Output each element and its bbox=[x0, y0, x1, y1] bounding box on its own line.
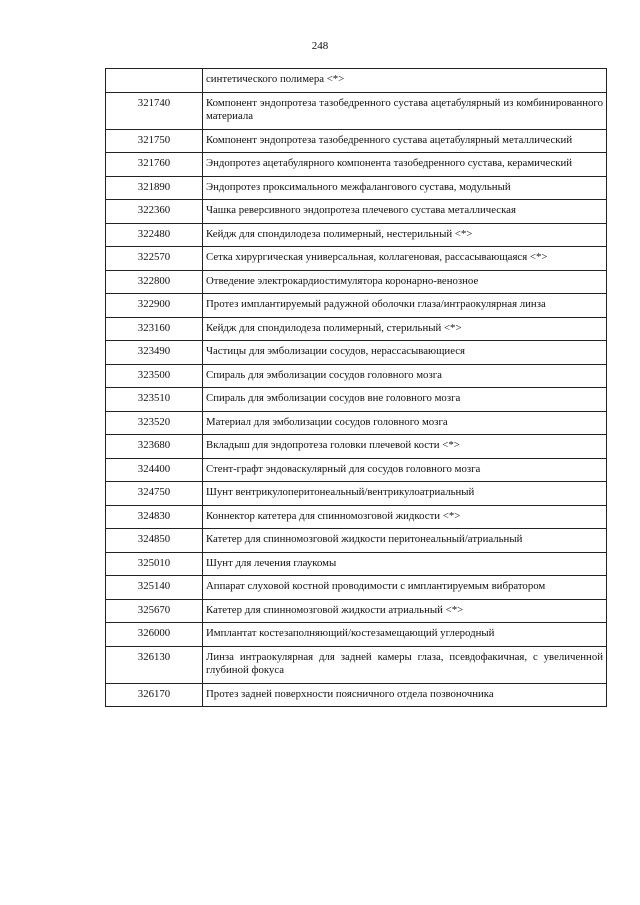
table-row bbox=[106, 683, 607, 707]
device-description-cell: Чашка реверсивного эндопротеза плечевого сустава металлическая bbox=[203, 200, 607, 224]
table-row bbox=[106, 482, 607, 506]
device-code-cell: 321740 bbox=[106, 92, 203, 129]
device-description-cell: Кейдж для спондилодеза полимерный, нестерильный <*> bbox=[203, 223, 607, 247]
table-row bbox=[106, 129, 607, 153]
device-code-cell: 324400 bbox=[106, 458, 203, 482]
device-code-cell: 325010 bbox=[106, 552, 203, 576]
device-code-cell: 326170 bbox=[106, 683, 203, 707]
device-code-cell: 321760 bbox=[106, 153, 203, 177]
device-description-cell: Шунт вентрикулоперитонеальный/вентрикулоатриальный bbox=[203, 482, 607, 506]
device-code-cell: 323680 bbox=[106, 435, 203, 459]
table-row bbox=[106, 529, 607, 553]
device-description-cell: Компонент эндопротеза тазобедренного сустава ацетабулярный из комбинированного материала bbox=[203, 92, 607, 129]
device-code-cell: 322800 bbox=[106, 270, 203, 294]
device-description-cell: Отведение электрокардиостимулятора коронарно-венозное bbox=[203, 270, 607, 294]
device-description-cell: Вкладыш для эндопротеза головки плечевой кости <*> bbox=[203, 435, 607, 459]
device-description-cell: Стент-графт эндоваскулярный для сосудов головного мозга bbox=[203, 458, 607, 482]
table-row bbox=[106, 270, 607, 294]
table-row bbox=[106, 458, 607, 482]
device-description-cell: Аппарат слуховой костной проводимости с имплантируемым вибратором bbox=[203, 576, 607, 600]
device-code-cell: 325670 bbox=[106, 599, 203, 623]
device-description-cell: Спираль для эмболизации сосудов вне головного мозга bbox=[203, 388, 607, 412]
device-description-cell: Сетка хирургическая универсальная, коллагеновая, рассасывающаяся <*> bbox=[203, 247, 607, 271]
device-code-cell: 326130 bbox=[106, 646, 203, 683]
device-code-cell: 323520 bbox=[106, 411, 203, 435]
device-code-cell: 322900 bbox=[106, 294, 203, 318]
table-row bbox=[106, 576, 607, 600]
table-row bbox=[106, 223, 607, 247]
device-description-cell: Частицы для эмболизации сосудов, нерассасывающиеся bbox=[203, 341, 607, 365]
table-body bbox=[106, 69, 607, 707]
device-description-cell: Кейдж для спондилодеза полимерный, стерильный <*> bbox=[203, 317, 607, 341]
device-description-cell: Линза интраокулярная для задней камеры глаза, псевдофакичная, с увеличенной глубиной фокуса bbox=[203, 646, 607, 683]
device-code-cell bbox=[106, 69, 203, 93]
table-row bbox=[106, 364, 607, 388]
device-description-cell: Катетер для спинномозговой жидкости атриальный <*> bbox=[203, 599, 607, 623]
device-code-cell: 325140 bbox=[106, 576, 203, 600]
table-row bbox=[106, 623, 607, 647]
table-row bbox=[106, 317, 607, 341]
device-code-cell: 324850 bbox=[106, 529, 203, 553]
device-code-cell: 323490 bbox=[106, 341, 203, 365]
table-row bbox=[106, 646, 607, 683]
table-row bbox=[106, 388, 607, 412]
device-code-cell: 323510 bbox=[106, 388, 203, 412]
device-description-cell: Протез задней поверхности поясничного отдела позвоночника bbox=[203, 683, 607, 707]
table-row bbox=[106, 341, 607, 365]
device-description-cell: Коннектор катетера для спинномозговой жидкости <*> bbox=[203, 505, 607, 529]
table-row bbox=[106, 294, 607, 318]
table-row bbox=[106, 552, 607, 576]
device-code-table bbox=[105, 68, 607, 707]
device-code-cell: 324830 bbox=[106, 505, 203, 529]
device-description-cell: Компонент эндопротеза тазобедренного сустава ацетабулярный металлический bbox=[203, 129, 607, 153]
table-row bbox=[106, 153, 607, 177]
device-description-cell: Эндопротез проксимального межфалангового сустава, модульный bbox=[203, 176, 607, 200]
device-code-cell: 326000 bbox=[106, 623, 203, 647]
table-row bbox=[106, 247, 607, 271]
device-code-cell: 324750 bbox=[106, 482, 203, 506]
table-row bbox=[106, 69, 607, 93]
device-description-cell: Имплантат костезаполняющий/костезамещающий углеродный bbox=[203, 623, 607, 647]
table-row bbox=[106, 176, 607, 200]
table-row bbox=[106, 200, 607, 224]
device-code-cell: 321750 bbox=[106, 129, 203, 153]
device-description-cell: Шунт для лечения глаукомы bbox=[203, 552, 607, 576]
device-code-cell: 321890 bbox=[106, 176, 203, 200]
table-row bbox=[106, 599, 607, 623]
device-code-cell: 322480 bbox=[106, 223, 203, 247]
table-row bbox=[106, 411, 607, 435]
device-description-cell: Катетер для спинномозговой жидкости перитонеальный/атриальный bbox=[203, 529, 607, 553]
device-description-cell: Протез имплантируемый радужной оболочки глаза/интраокулярная линза bbox=[203, 294, 607, 318]
device-description-cell: Эндопротез ацетабулярного компонента тазобедренного сустава, керамический bbox=[203, 153, 607, 177]
page-number: 248 bbox=[311, 40, 329, 52]
table-row bbox=[106, 505, 607, 529]
device-code-cell: 323500 bbox=[106, 364, 203, 388]
device-code-cell: 322360 bbox=[106, 200, 203, 224]
device-description-cell: Материал для эмболизации сосудов головного мозга bbox=[203, 411, 607, 435]
device-description-cell: синтетического полимера <*> bbox=[203, 69, 607, 93]
device-code-cell: 323160 bbox=[106, 317, 203, 341]
device-description-cell: Спираль для эмболизации сосудов головного мозга bbox=[203, 364, 607, 388]
device-code-cell: 322570 bbox=[106, 247, 203, 271]
table-row bbox=[106, 435, 607, 459]
table-row bbox=[106, 92, 607, 129]
